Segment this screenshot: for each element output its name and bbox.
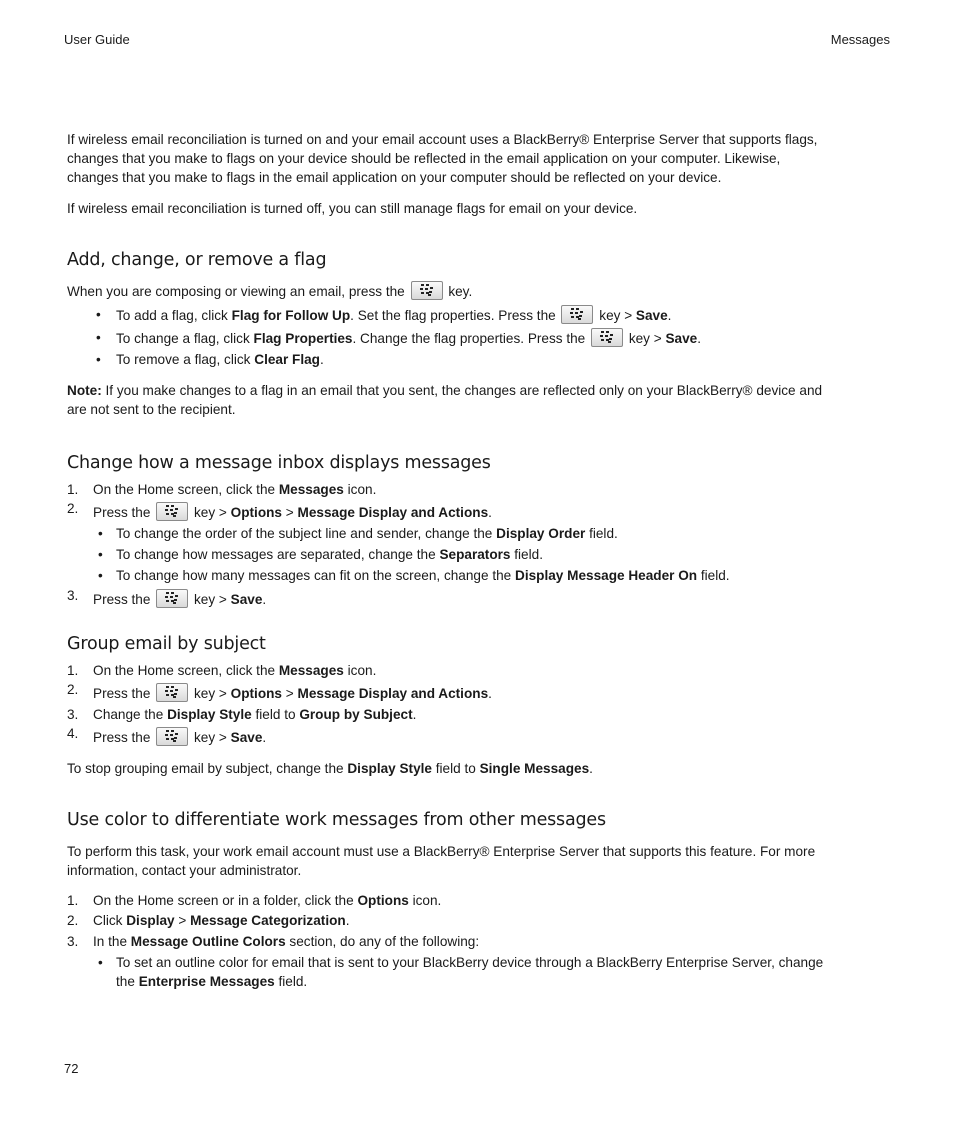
text-line: Note: If you make changes to a flag in an email that you sent, the changes are reflected only on your BlackBerry® device and: [67, 383, 823, 398]
menu-key-icon: [156, 589, 188, 608]
menu-key-icon: [561, 305, 593, 324]
step-number: 1.: [67, 663, 79, 678]
step-number: 3.: [67, 588, 79, 603]
menu-key-icon: [156, 683, 188, 702]
bullet: •: [96, 352, 101, 367]
item-text: To change the order of the subject line and sender, change the Display Order field.: [116, 526, 618, 541]
note-paragraph: [67, 381, 875, 419]
bullet: •: [98, 955, 103, 970]
intro-paragraph-2: [67, 199, 875, 218]
bullet: •: [96, 330, 101, 345]
bullet: •: [98, 547, 103, 562]
page-number: 72: [64, 1061, 79, 1076]
item-text: Click Display > Message Categorization.: [93, 913, 350, 928]
menu-key-icon: [156, 727, 188, 746]
menu-key-icon: [156, 502, 188, 521]
menu-key-icon: [411, 281, 443, 300]
step-number: 4.: [67, 726, 79, 741]
step-number: 2.: [67, 682, 79, 697]
intro-paragraph-1: [67, 130, 875, 187]
step-number: 1.: [67, 893, 79, 908]
item-text: To set an outline color for email that is sent to your BlackBerry device through a BlackBerry Enterprise Server, change: [116, 955, 824, 970]
item-text: On the Home screen, click the Messages icon.: [93, 482, 377, 497]
text-line: If wireless email reconciliation is turned off, you can still manage flags for email on your device.: [67, 201, 638, 216]
bullet: •: [98, 568, 103, 583]
menu-key-icon: [591, 328, 623, 347]
text-line: If wireless email reconciliation is turned on and your email account uses a BlackBerry® Enterprise Server that supports flags,: [67, 132, 818, 147]
text-line: information, contact your administrator.: [67, 863, 302, 879]
group-by-subject-note: [67, 759, 875, 778]
item-text: On the Home screen or in a folder, click the Options icon.: [93, 893, 442, 908]
flags-lead-line: [67, 281, 875, 301]
text-line: changes that you make to flags in the email application on your computer should be reflected on your device.: [67, 170, 722, 186]
item-text: Press the key > Options > Message Display and Actions.: [93, 683, 492, 703]
item-text: In the Message Outline Colors section, do any of the following:: [93, 934, 480, 949]
item-text: Press the key > Save.: [93, 727, 266, 747]
step-number: 2.: [67, 913, 79, 928]
section-title-inbox-display: Change how a message inbox displays messages: [67, 453, 491, 473]
running-header-left: User Guide: [64, 32, 130, 47]
step-number: 2.: [67, 501, 79, 516]
section-title-group-by-subject: Group email by subject: [67, 634, 266, 654]
text-line: changes that you make to flags on your device should be reflected in the email application on your computer. Likewise,: [67, 151, 781, 167]
section-title-color-work-messages: Use color to differentiate work messages from other messages: [67, 810, 606, 830]
step-number: 3.: [67, 707, 79, 722]
item-text: Press the key > Options > Message Display and Actions.: [93, 502, 492, 522]
step-number: 1.: [67, 482, 79, 497]
item-text: Press the key > Save.: [93, 589, 266, 609]
running-header-right: Messages: [830, 32, 890, 47]
item-text: To change how many messages can fit on the screen, change the Display Message Header On field.: [116, 568, 730, 583]
text-line: To stop grouping email by subject, change the Display Style field to Single Messages.: [67, 761, 593, 776]
item-text: On the Home screen, click the Messages icon.: [93, 663, 377, 678]
item-text: To add a flag, click Flag for Follow Up. Set the flag properties. Press the key > Save.: [116, 305, 671, 325]
item-text: To change a flag, click Flag Properties. Change the flag properties. Press the key > Save.: [116, 328, 701, 348]
item-text: Change the Display Style field to Group by Subject.: [93, 707, 417, 722]
step-number: 3.: [67, 934, 79, 949]
item-text: the Enterprise Messages field.: [116, 974, 308, 989]
section-title-flags: Add, change, or remove a flag: [67, 250, 327, 270]
text: key.: [448, 284, 473, 299]
bullet: •: [96, 307, 101, 322]
color-intro-paragraph: [67, 842, 875, 880]
text-line: are not sent to the recipient.: [67, 402, 236, 418]
item-text: To remove a flag, click Clear Flag.: [116, 352, 324, 367]
text-line: To perform this task, your work email account must use a BlackBerry® Enterprise Server that supports this feature. For more: [67, 844, 816, 859]
item-text: To change how messages are separated, change the Separators field.: [116, 547, 543, 562]
text: When you are composing or viewing an email, press the: [67, 284, 405, 299]
bullet: •: [98, 526, 103, 541]
